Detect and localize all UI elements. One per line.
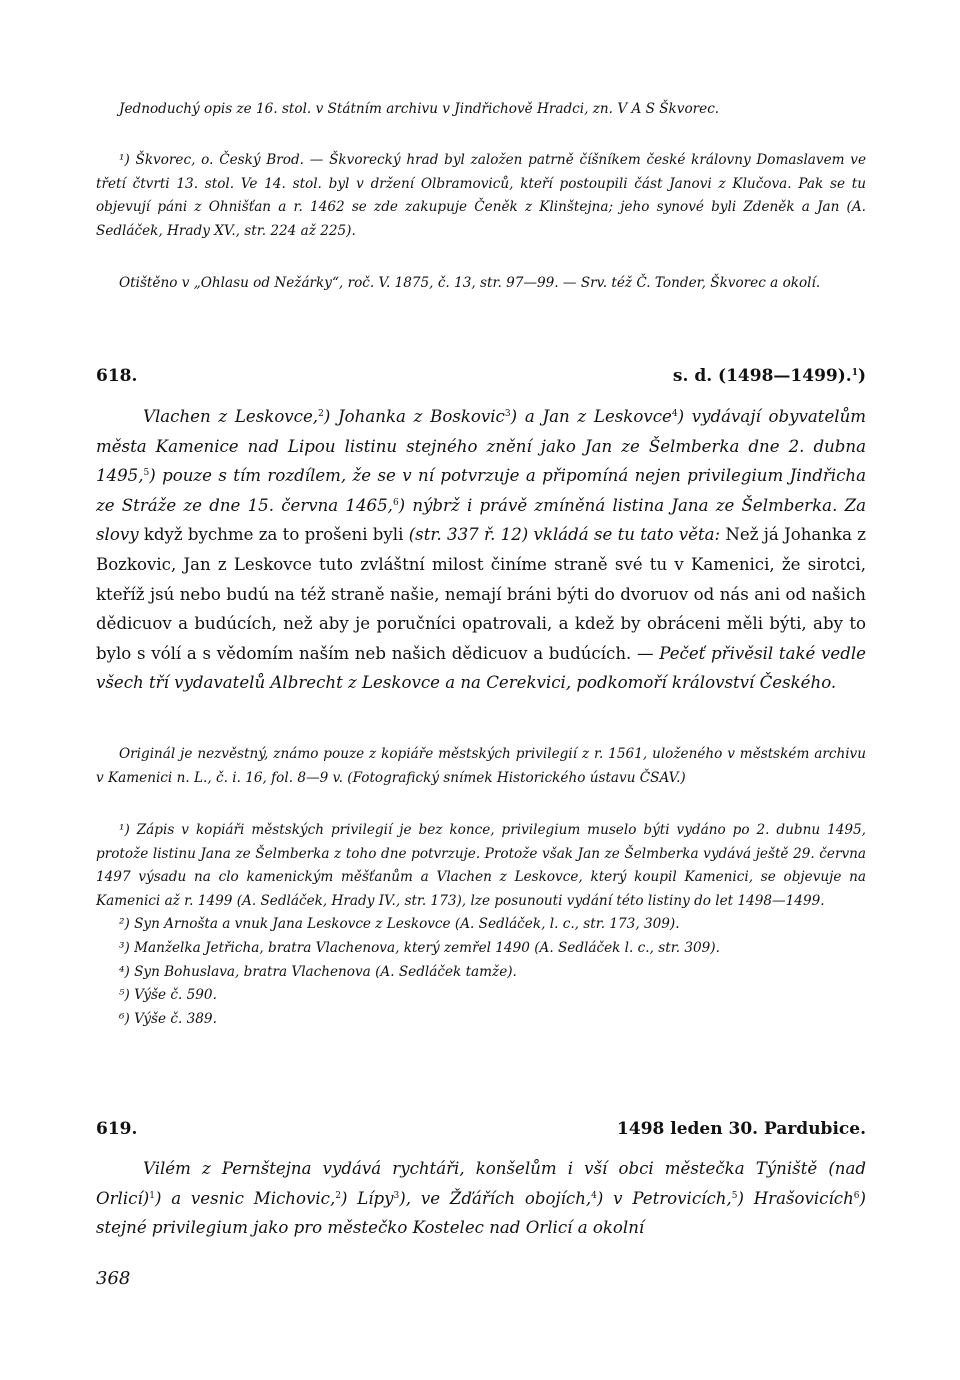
document-date: 1498 leden 30. Pardubice. <box>617 1119 866 1139</box>
document-date: s. d. (1498—1499).$^1$) <box>672 366 866 386</box>
footnote: ¹) Zápis v kopiáři městských privilegií je bez konce, privilegium muselo býti vydáno po 2. dubnu 1495, protože listinu Jana ze Šelmberka z toho dne potvrzuje. Protože však Jan ze Šelmberka vydává ještě 29. června 1497 výsadu na clo kamenickým měšťanům a Vlachen z Leskovce, který koupil Kamenici, se objevuje na Kamenici až r. 1499 (A. Sedláček, Hrady IV., str. 173), lze posunouti vydání této listiny do let 1498—1499. <box>96 822 866 909</box>
original-note: Originál je nezvěstný, známo pouze z kopiáře městských privilegií z r. 1561, uloženého v městském archivu v Kamenici n. L., č. i. 16, fol. 8—9 v. (Fotografický snímek Historického ústavu ČSAV.) <box>96 746 866 786</box>
footnote: ⁵) Výše č. 590. <box>119 987 217 1004</box>
document-number: 618. <box>96 366 138 386</box>
document-619-text: Vilém z Pernštejna vydává rychtáři, konšelům i vší obci městečka Týniště (nad Orlicí)$^1$) a vesnic Michovic,$^2$) Lípy$^3$), ve Žďářích obojích,$^4$) v Petrovicích,$^5$) Hrašovicích$^6$) stejné privilegium jako pro městečko Kostelec nad Orlicí a okolní <box>96 1159 866 1238</box>
copy-note: Jednoduchý opis ze 16. stol. v Státním archivu v Jindřichově Hradci, zn. V A S Škvorec. <box>119 101 720 117</box>
footnote-1-skvorec: ¹) Škvorec, o. Český Brod. — Škvorecký hrad byl založen patrně číšníkem české královny Domaslavem ve třetí čtvrti 13. stol. Ve 14. stol. byl v držení Olbramoviců, kteří postoupili část Janovi z Klučova. Pak se tu objevují páni z Ohnišťan a r. 1462 se zde zakupuje Čeněk z Klinštejna; jeho synové byli Zdeněk a Jan (A. Sedláček, Hrady XV., str. 224 až 225). <box>96 152 866 239</box>
footnote: ⁴) Syn Bohuslava, bratra Vlachenova (A. Sedláček tamže). <box>119 963 517 980</box>
document-number: 619. <box>96 1119 138 1139</box>
footnote: ²) Syn Arnošta a vnuk Jana Leskovce z Leskovce (A. Sedláček, l. c., str. 173, 309). <box>119 916 680 933</box>
footnote: ³) Manželka Jetřicha, bratra Vlachenova, který zemřel 1490 (A. Sedláček l. c., str. 309). <box>119 939 720 956</box>
printed-note: Otištěno v „Ohlasu od Nežárky“, roč. V. 1875, č. 13, str. 97—99. — Srv. též Č. Tonder, Škvorec a okolí. <box>119 275 821 291</box>
document-618-text: Vlachen z Leskovce,$^2$) Johanka z Boskovic$^3$) a Jan z Leskovce$^4$) vydávají obyvatelům města Kamenice nad Lipou listinu stejného znění jako Jan ze Šelmberka dne 2. dubna 1495,$^5$) pouze s tím rozdílem, že se v ní potvrzuje a připomíná nejen privilegium Jindřicha ze Stráže ze dne 15. června 1465,$^6$) nýbrž i právě zmíněná listina Jana ze Šelmberka. Za slovy když bychme za to prošeni byli (str. 337 ř. 12) vkládá se tu tato věta: Než já Johanka z Bozkovic, Jan z Leskovce tuto zvláštní milost činíme straně své tu v Kamenici, že sirotci, kteříž jsú nebo budú na též straně našie, nemají bráni býti do dvoruov od nás ani od našich dědicuov a budúcích, než aby je poručníci opatrovali, a kdež by obráceni měli býti, aby to bylo s vólí a s vědomím naším neb našich dědicuov a budúcích. — Pečeť přivěsil také vedle všech tří vydavatelů Albrecht z Leskovce a na Cerekvici, podkomoří království Českého. <box>96 407 866 693</box>
page-number: 368 <box>96 1268 131 1289</box>
footnote: ⁶) Výše č. 389. <box>119 1010 217 1027</box>
footnotes-618 <box>96 819 866 1031</box>
